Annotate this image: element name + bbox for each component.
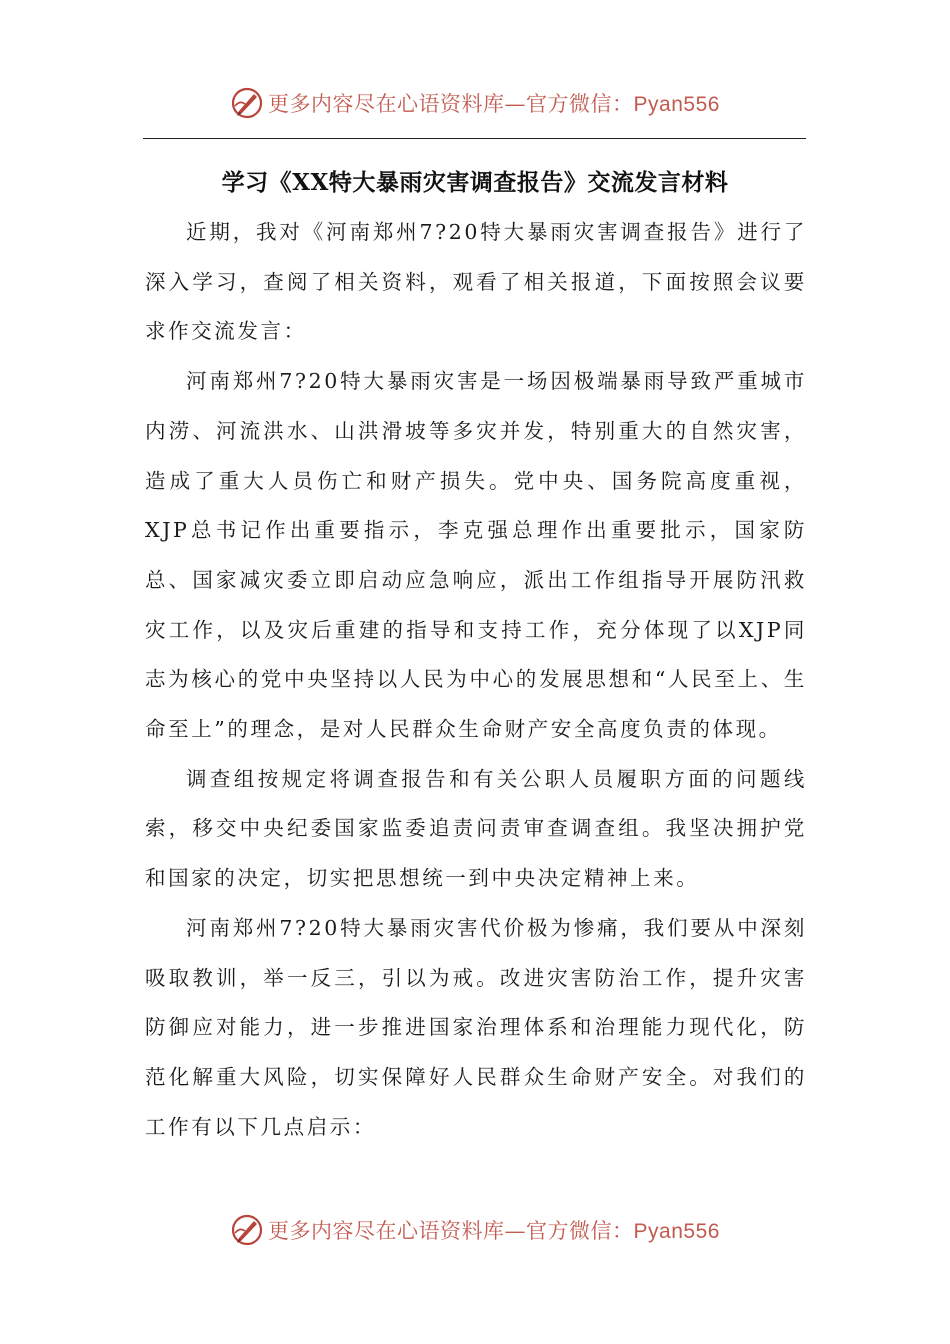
header-banner — [0, 78, 950, 128]
header-dash: — — [504, 92, 527, 116]
header-text: 更多内容尽在心语资料库 — [268, 92, 505, 116]
footer-wechat-label: 官方微信： — [526, 1219, 634, 1243]
footer-dash: — — [504, 1219, 527, 1243]
paragraph: 河南郑州7?20特大暴雨灾害是一场因极端暴雨导致严重城市内涝、河流洪水、山洪滑坡等多灾并发，特别重大的自然灾害，造成了重大人员伤亡和财产损失。党中央、国务院高度重视，XJP总书记作出重要指示，李克强总理作出重要批示，国家防总、国家减灾委立即启动应急响应，派出工作组指导开展防汛救灾工作，以及灾后重建的指导和支持工作，充分体现了以XJP同志为核心的党中央坚持以人民为中心的发展思想和“人民至上、生命至上”的理念，是对人民群众生命财产安全高度负责的体现。 — [145, 369, 807, 742]
pen-logo-icon — [230, 1213, 264, 1247]
pen-logo-icon — [230, 86, 264, 120]
header-banner-text — [268, 88, 720, 118]
footer-banner-text — [268, 1215, 720, 1245]
header-divider — [143, 138, 806, 139]
document-title: 学习《XX特大暴雨灾害调查报告》交流发言材料 — [221, 169, 729, 196]
document-body — [145, 208, 807, 1152]
footer-text: 更多内容尽在心语资料库 — [268, 1219, 505, 1243]
footer-banner — [0, 1205, 950, 1255]
paragraph: 近期，我对《河南郑州7?20特大暴雨灾害调查报告》进行了深入学习，查阅了相关资料，观看了相关报道，下面按照会议要求作交流发言： — [145, 220, 807, 344]
header-wechat-id: Pyan556 — [633, 93, 720, 116]
header-wechat-label: 官方微信： — [526, 92, 634, 116]
paragraph: 河南郑州7?20特大暴雨灾害代价极为惨痛，我们要从中深刻吸取教训，举一反三，引以为戒。改进灾害防治工作，提升灾害防御应对能力，进一步推进国家治理体系和治理能力现代化，防范化解重大风险，切实保障好人民群众生命财产安全。对我们的工作有以下几点启示： — [145, 915, 807, 1139]
paragraph: 调查组按规定将调查报告和有关公职人员履职方面的问题线索，移交中央纪委国家监委追责问责审查调查组。我坚决拥护党和国家的决定，切实把思想统一到中央决定精神上来。 — [145, 766, 807, 891]
footer-wechat-id: Pyan556 — [633, 1220, 720, 1243]
